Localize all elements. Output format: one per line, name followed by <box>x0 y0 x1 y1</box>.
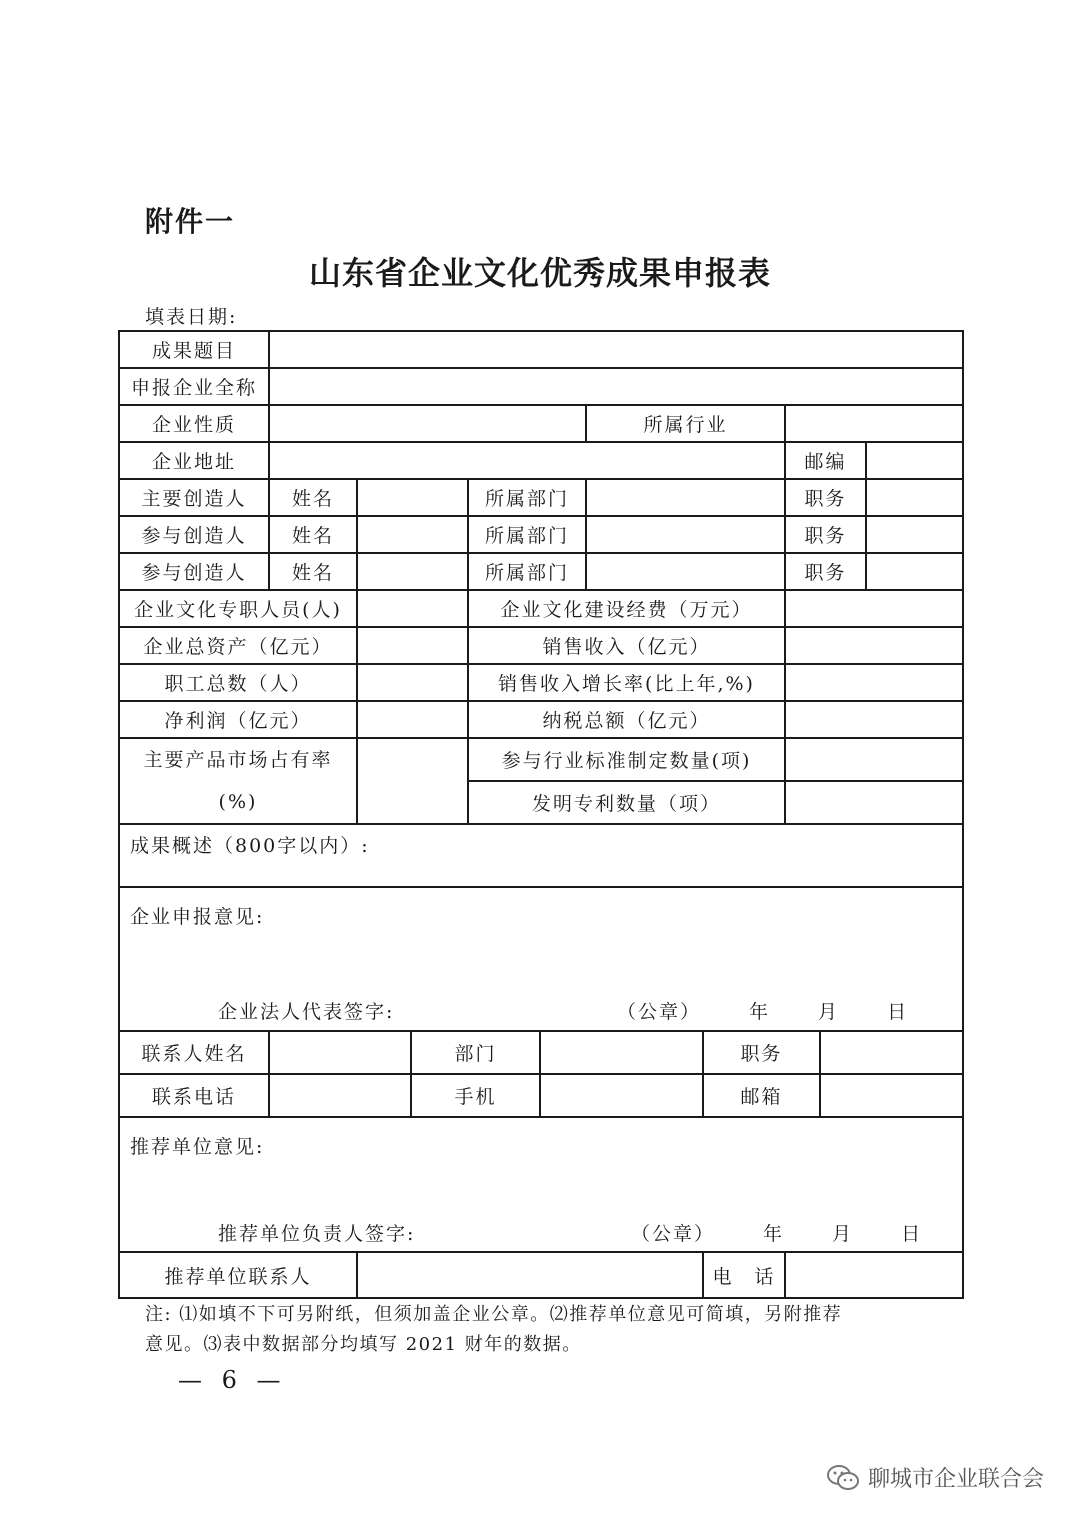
label-month: 月 <box>832 1223 854 1245</box>
field-sales-growth[interactable] <box>785 664 963 701</box>
label-standards-count: 参与行业标准制定数量(项) <box>468 738 785 781</box>
label-mobile: 手机 <box>411 1074 540 1117</box>
field-recommend-contact[interactable] <box>357 1252 703 1298</box>
field-summary[interactable] <box>119 824 963 887</box>
application-form <box>118 330 964 1299</box>
form-title: 山东省企业文化优秀成果申报表 <box>308 254 771 292</box>
label-contact-name: 联系人姓名 <box>119 1031 269 1074</box>
label-year: 年 <box>763 1223 785 1245</box>
field-contact-phone[interactable] <box>269 1074 411 1117</box>
field-contact-name[interactable] <box>269 1031 411 1074</box>
row-employees <box>119 664 963 701</box>
label-position: 职务 <box>785 553 866 590</box>
label-seal: （公章） <box>617 1001 702 1023</box>
label-month: 月 <box>818 1001 840 1023</box>
field-contact-job[interactable] <box>820 1031 963 1074</box>
label-phone: 电 话 <box>703 1252 785 1298</box>
row-achievement-title <box>119 331 963 368</box>
field-participant1-name[interactable] <box>357 516 468 553</box>
label-legal-rep-sign: 企业法人代表签字: <box>218 1001 395 1023</box>
field-standards-count[interactable] <box>785 738 963 781</box>
field-industry[interactable] <box>785 405 963 442</box>
footnote-line1: 注: ⑴如填不下可另附纸，但须加盖企业公章。⑵推荐单位意见可简填，另附推荐 <box>145 1304 843 1325</box>
label-company-opinion: 企业申报意见: <box>130 906 265 928</box>
label-summary: 成果概述（800字以内）: <box>130 835 370 857</box>
field-mobile[interactable] <box>540 1074 703 1117</box>
row-culture-staff <box>119 590 963 627</box>
row-market-share <box>119 738 963 781</box>
page-number: — 6 — <box>178 1366 287 1394</box>
label-name: 姓名 <box>269 516 357 553</box>
field-main-creator-position[interactable] <box>866 479 963 516</box>
field-company-full-name[interactable] <box>269 368 963 405</box>
label-dept: 部门 <box>411 1031 540 1074</box>
row-participant-creator-2 <box>119 553 963 590</box>
field-main-creator-name[interactable] <box>357 479 468 516</box>
label-department: 所属部门 <box>468 479 586 516</box>
label-participant-creator: 参与创造人 <box>119 553 269 590</box>
field-culture-staff[interactable] <box>357 590 468 627</box>
label-market-share <box>119 738 357 824</box>
label-contact-phone: 联系电话 <box>119 1074 269 1117</box>
label-position: 职务 <box>785 479 866 516</box>
field-email[interactable] <box>820 1074 963 1117</box>
label-total-tax: 纳税总额（亿元） <box>468 701 785 738</box>
label-total-employees: 职工总数（人） <box>119 664 357 701</box>
row-company-opinion <box>119 887 963 1031</box>
field-company-nature[interactable] <box>269 405 586 442</box>
footnote <box>145 1300 945 1360</box>
label-postcode: 邮编 <box>785 442 866 479</box>
label-culture-staff: 企业文化专职人员(人) <box>119 590 357 627</box>
label-main-creator: 主要创造人 <box>119 479 269 516</box>
label-seal: （公章） <box>631 1223 716 1245</box>
field-net-profit[interactable] <box>357 701 468 738</box>
field-total-employees[interactable] <box>357 664 468 701</box>
field-culture-budget[interactable] <box>785 590 963 627</box>
row-company-nature <box>119 405 963 442</box>
label-total-assets: 企业总资产（亿元） <box>119 627 357 664</box>
field-main-creator-department[interactable] <box>586 479 785 516</box>
field-postcode[interactable] <box>866 442 963 479</box>
footnote-line2: 意见。⑶表中数据部分均填写 2021 财年的数据。 <box>145 1334 582 1355</box>
label-industry: 所属行业 <box>586 405 785 442</box>
label-job: 职务 <box>703 1031 820 1074</box>
label-achievement-title: 成果题目 <box>119 331 269 368</box>
company-signature-line <box>130 997 956 1024</box>
label-name: 姓名 <box>269 479 357 516</box>
field-sales-revenue[interactable] <box>785 627 963 664</box>
label-recommend-opinion: 推荐单位意见: <box>130 1136 265 1158</box>
field-achievement-title[interactable] <box>269 331 963 368</box>
label-participant-creator: 参与创造人 <box>119 516 269 553</box>
watermark <box>826 1462 1044 1493</box>
label-sales-growth: 销售收入增长率(比上年,%) <box>468 664 785 701</box>
field-participant2-department[interactable] <box>586 553 785 590</box>
wechat-icon <box>826 1464 860 1492</box>
row-contact-phone <box>119 1074 963 1117</box>
row-total-assets <box>119 627 963 664</box>
label-patents-count: 发明专利数量（项） <box>468 781 785 824</box>
field-company-address[interactable] <box>269 442 785 479</box>
label-net-profit: 净利润（亿元） <box>119 701 357 738</box>
row-company-name <box>119 368 963 405</box>
field-total-assets[interactable] <box>357 627 468 664</box>
field-participant2-name[interactable] <box>357 553 468 590</box>
label-year: 年 <box>749 1001 771 1023</box>
row-summary <box>119 824 963 887</box>
field-participant2-position[interactable] <box>866 553 963 590</box>
fill-date-label: 填表日期: <box>145 306 238 328</box>
field-participant1-position[interactable] <box>866 516 963 553</box>
label-company-nature: 企业性质 <box>119 405 269 442</box>
label-recommend-contact: 推荐单位联系人 <box>119 1252 357 1298</box>
row-net-profit <box>119 701 963 738</box>
label-market-share-line2: (%) <box>218 791 258 813</box>
field-market-share[interactable] <box>357 738 468 824</box>
field-recommend-phone[interactable] <box>785 1252 963 1298</box>
field-total-tax[interactable] <box>785 701 963 738</box>
row-company-address <box>119 442 963 479</box>
label-company-address: 企业地址 <box>119 442 269 479</box>
watermark-text: 聊城市企业联合会 <box>867 1467 1044 1492</box>
recommend-signature-line <box>130 1219 956 1246</box>
label-market-share-line1: 主要产品市场占有率 <box>143 749 333 771</box>
label-department: 所属部门 <box>468 553 586 590</box>
field-recommend-opinion[interactable] <box>119 1117 963 1252</box>
field-contact-dept[interactable] <box>540 1031 703 1074</box>
label-culture-budget: 企业文化建设经费（万元） <box>468 590 785 627</box>
label-day: 日 <box>901 1223 923 1245</box>
label-day: 日 <box>887 1001 909 1023</box>
label-department: 所属部门 <box>468 516 586 553</box>
label-recommend-sign: 推荐单位负责人签字: <box>218 1223 416 1245</box>
row-main-creator <box>119 479 963 516</box>
label-company-full-name: 申报企业全称 <box>119 368 269 405</box>
row-participant-creator-1 <box>119 516 963 553</box>
label-name: 姓名 <box>269 553 357 590</box>
field-patents-count[interactable] <box>785 781 963 824</box>
label-sales-revenue: 销售收入（亿元） <box>468 627 785 664</box>
field-participant1-department[interactable] <box>586 516 785 553</box>
row-recommend-opinion <box>119 1117 963 1252</box>
row-recommend-contact <box>119 1252 963 1298</box>
label-position: 职务 <box>785 516 866 553</box>
attachment-label: 附件一 <box>145 205 236 238</box>
row-contact-person <box>119 1031 963 1074</box>
field-company-opinion[interactable] <box>119 887 963 1031</box>
label-email: 邮箱 <box>703 1074 820 1117</box>
